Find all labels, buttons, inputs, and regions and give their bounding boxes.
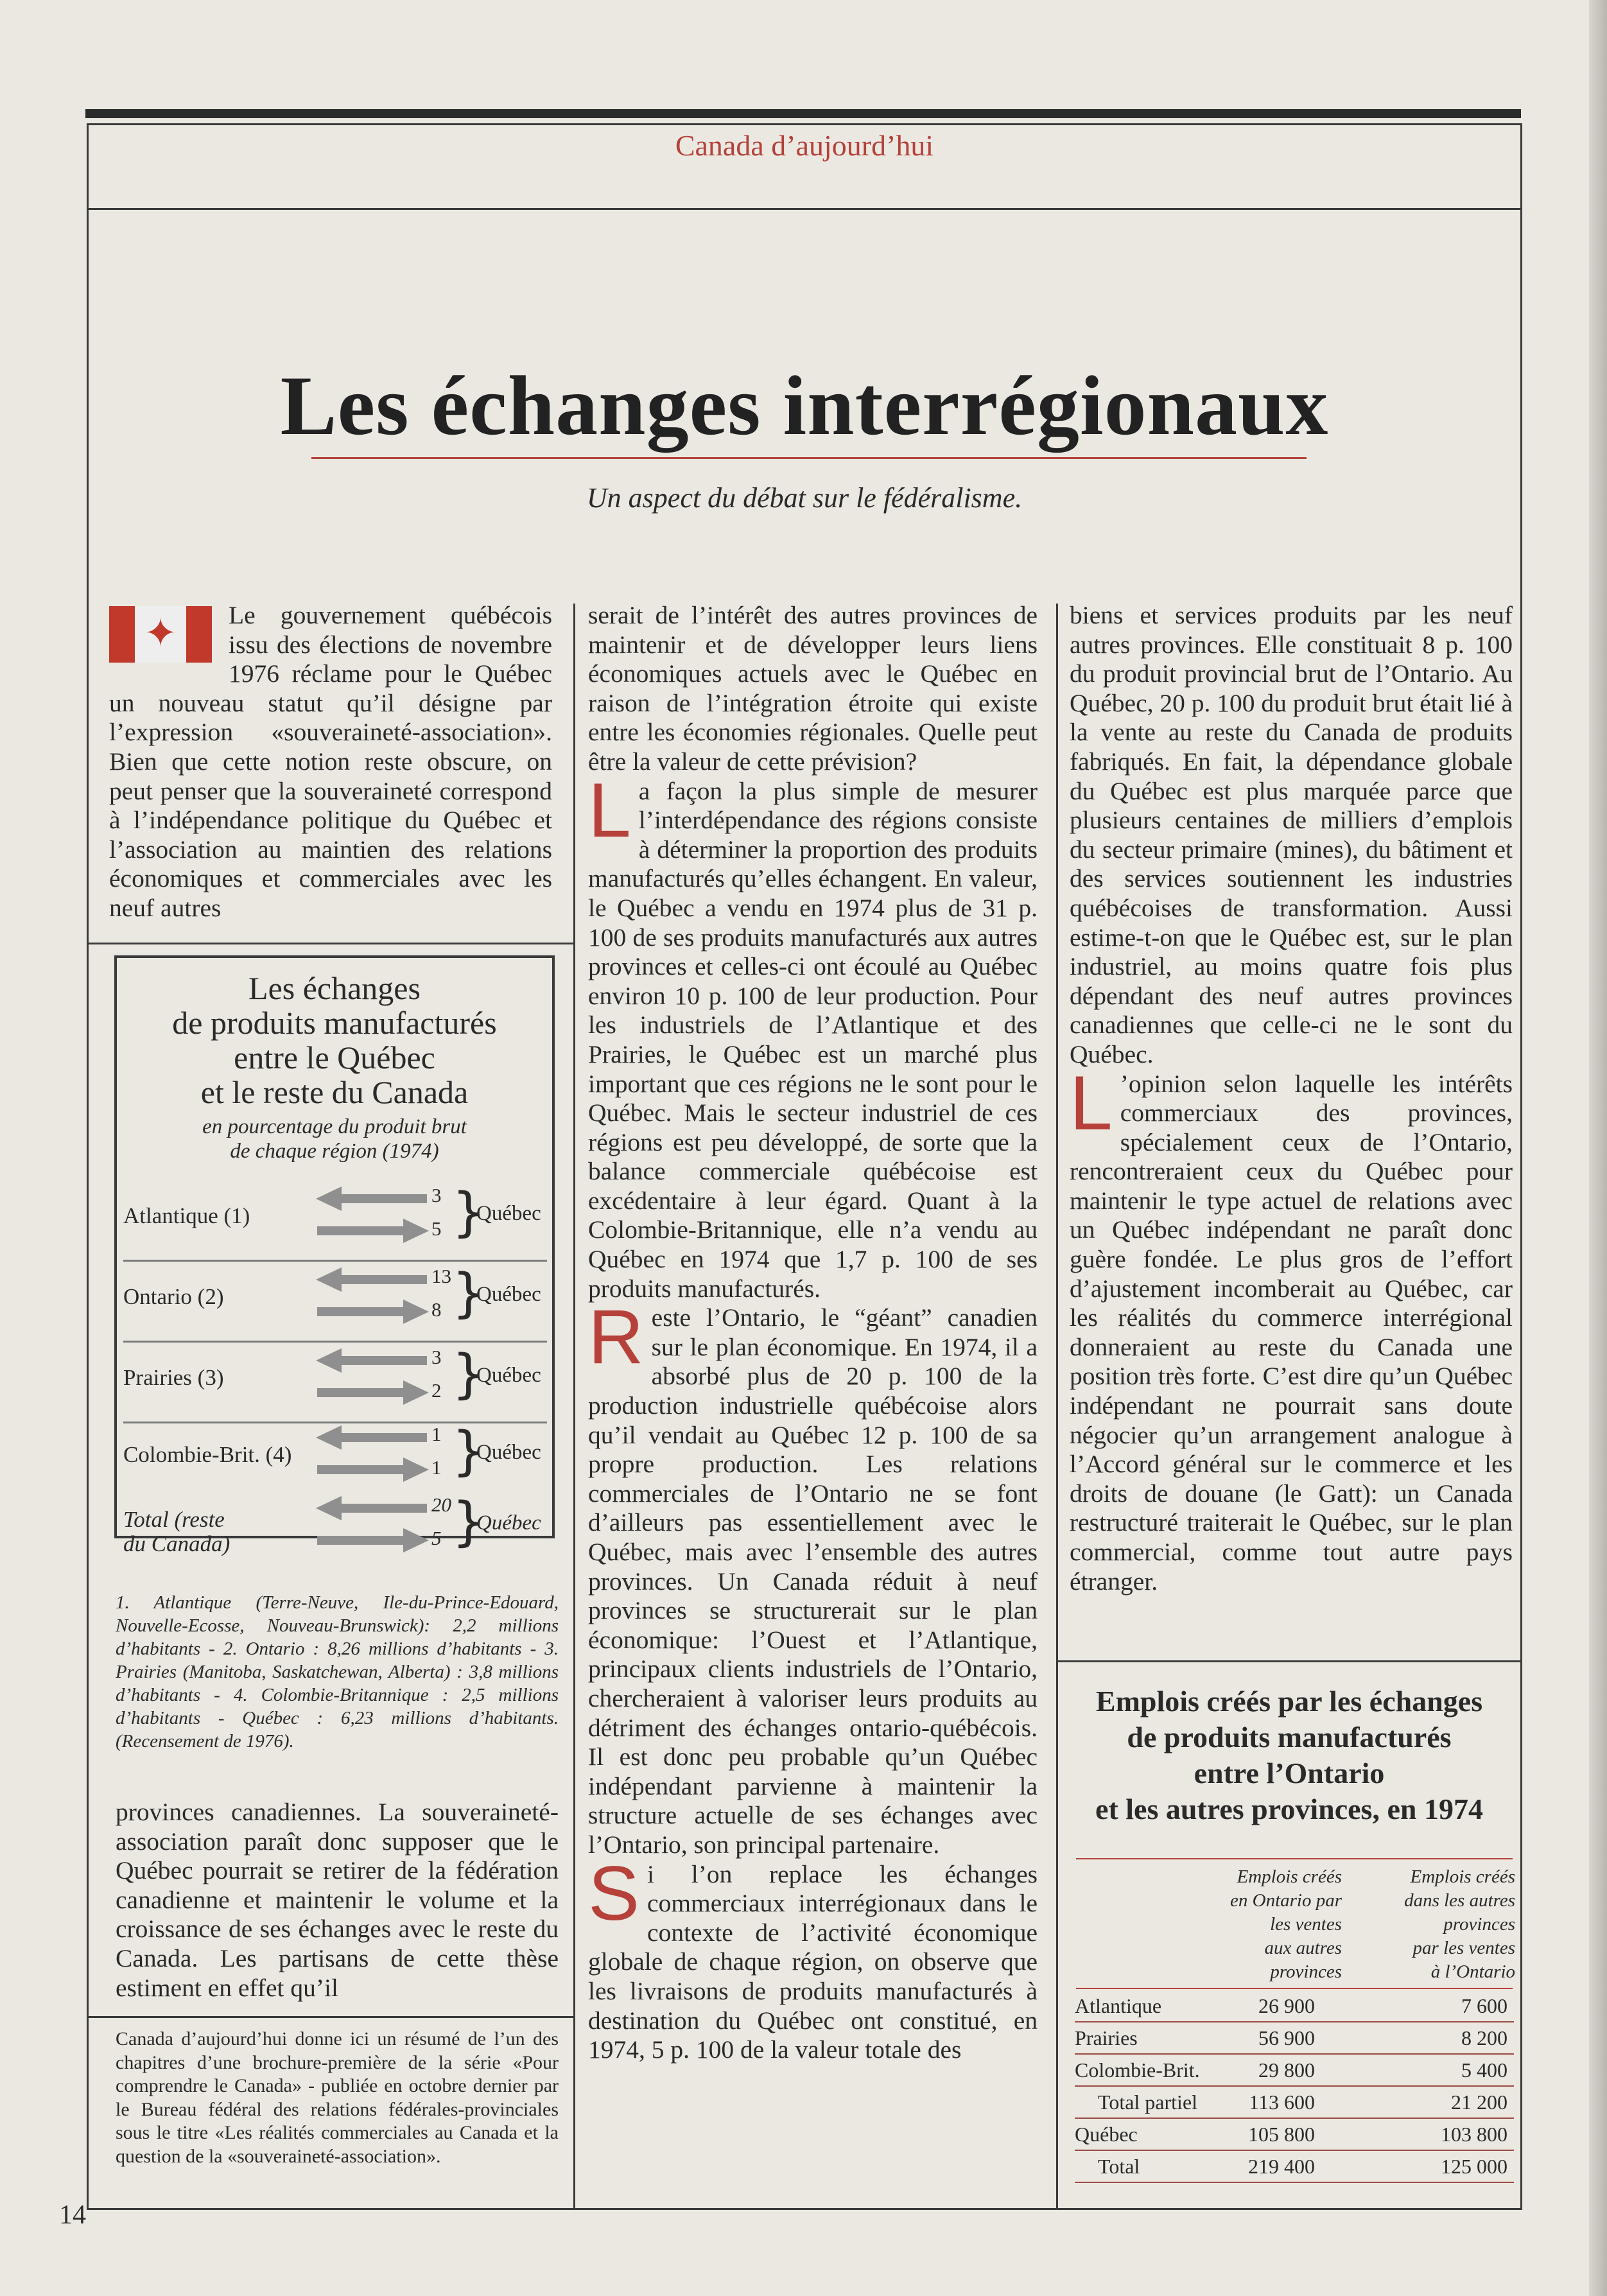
title-underline xyxy=(311,457,1307,459)
diagram-row-atlantique xyxy=(123,1184,547,1255)
arrow-right-icon xyxy=(403,1219,429,1243)
arrow-left-icon xyxy=(316,1267,342,1292)
value-out: 3 xyxy=(431,1184,442,1206)
brace-icon: } xyxy=(452,1421,486,1482)
row-label: Ontario (2) xyxy=(123,1284,224,1309)
brace-icon: } xyxy=(452,1263,486,1324)
value-in: 5 xyxy=(431,1217,442,1240)
col2-paragraph-0: serait de l’intérêt des autres provinces de maintenir et de développer leurs liens économiques actuels avec le Québec en raison de l’intégration étroite qui existe entre les économies régionales. Quelle peut être la valeur de cette prévision? xyxy=(588,601,1038,776)
page-edge xyxy=(1589,0,1607,2296)
table-row: Total partiel 113 600 21 200 xyxy=(1075,2087,1514,2119)
col1-rule-top xyxy=(87,943,575,944)
jobs-table-title: Emplois créés par les échanges de produits manufacturés entre l’Ontario et les autres provinces, en 1974 xyxy=(1095,1685,1483,1825)
table-row: Atlantique 26 900 7 600 xyxy=(1075,1990,1514,2022)
drop-cap: L xyxy=(588,767,631,853)
value-in: 1 xyxy=(431,1456,442,1479)
arrow-right-icon xyxy=(403,1528,429,1552)
brace-icon: } xyxy=(452,1182,486,1243)
canada-flag-icon: ✦ xyxy=(109,606,212,663)
jobs-table-rule xyxy=(1076,1858,1513,1859)
brace-icon: } xyxy=(452,1344,486,1405)
column-2 xyxy=(588,601,1038,2065)
arrow-left-icon xyxy=(316,1348,342,1373)
brace-icon: } xyxy=(452,1492,486,1552)
drop-cap: S xyxy=(588,1850,640,1936)
header-rule xyxy=(87,208,1522,210)
table-row: Colombie-Brit. 29 800 5 400 xyxy=(1075,2055,1514,2087)
diagram-footnotes: 1. Atlantique (Terre-Neuve, Ile-du-Prince-Edouard, Nouvelle-Ecosse, Nouveau-Brunswick): 2,2 millions d’habitants - 2. Ontario : 8,26 millions d’habitants - 3. Prairies (Manitoba, Saskatchewan, Alberta) : 3,8 millions d’habitants - 4. Colombie-Britannique : 2,5 millions d’habitants - Québec : 6,23 millions d’habitants. (Recensement de 1976). xyxy=(116,1592,559,1752)
col2-paragraph-1: La façon la plus simple de mesurer l’interdépendance des régions consiste à déterminer la proportion des produits manufacturés qu’elles échangent. En valeur, le Québec a vendu en 1974 plus de 31 p. 100 de ses produits manufacturés aux autres provinces et celles-ci ont écoulé au Québec environ 10 p. 100 de leur production. Pour les industriels de l’Atlantique et des Prairies, le Québec est un marché plus important que ces régions ne le sont pour le Québec. Mais le secteur industriel de ces régions est peu développé, de sorte que la balance commerciale québécoise est excédentaire à leur égard. Quant à la Colombie-Britannique, elle n’a vendu au Québec en 1974 que 1,7 p. 100 de ses produits manufacturés. xyxy=(588,767,1038,1303)
col3-paragraph-1: L ’opinion selon laquelle les intérêts commerciaux des provinces, spécialement ceux de l’Ontario, rencontreraient ceux du Québec pour maintenir le type actuel de relations avec un Québec indépendant ne paraît donc guère fondée. Le plus gros de l’effort d’ajustement incomberait au Québec, car les réalités du commerce interrégional donneraient au reste du Canada une position très forte. C’est dire qu’un Québec indépendant ne pourrait sans doute négocier qu’un arrangement analogue à l’Accord général sur le commerce et les droits de douane (le Gatt): un Canada restructuré traiterait le Québec, sur le plan commercial, comme tout autre pays étranger. xyxy=(1070,1059,1513,1596)
page-number: 14 xyxy=(59,2200,86,2230)
col2-paragraph-2: Reste l’Ontario, le “géant” canadien sur le plan économique. En 1974, il a absorbé plus de 20 p. 100 de la production industrielle québécoise alors qu’il vendait au Québec 12 p. 100 de sa propre production. Les relations commerciales de l’Ontario ne se font d’ailleurs pas essentiellement avec le Québec, mais avec l’ensemble des autres provinces. Un Canada réduit à neuf provinces se structurerait sur le plan économique: l’Ouest et l’Atlantique, principaux clients industriels de l’Ontario, chercheraient à valoriser leurs produits au détriment des échanges ontario-québécois. Il est donc peu probable qu’un Québec indépendant parvienne à maintenir la structure actuelle de ses échanges avec l’Ontario, son principal partenaire. xyxy=(588,1294,1038,1859)
column-1-bottom xyxy=(116,1798,559,2003)
summary-note: Canada d’aujourd’hui donne ici un résumé de l’un des chapitres d’une brochure-première de la série «Pour comprendre le Canada» - publiée en octobre dernier par le Bureau fédéral des relations fédérales-provinciales sous le titre «Les réalités commerciales au Canada et la question de la «souveraineté-association». xyxy=(116,2028,559,2167)
top-rule xyxy=(85,109,1521,118)
article-title: Les échanges interrégionaux xyxy=(280,358,1329,453)
arrow-left-icon xyxy=(316,1496,342,1520)
value-out: 20 xyxy=(431,1493,451,1516)
col1-rule-bottom xyxy=(87,2016,575,2018)
jobs-header-rule xyxy=(1076,1988,1513,1989)
row-label: Atlantique (1) xyxy=(123,1203,250,1228)
dest-label: Québec xyxy=(476,1511,541,1535)
column-divider-1 xyxy=(573,604,575,2209)
arrow-right-icon xyxy=(403,1380,429,1405)
diagram-title: Les échanges de produits manufacturés entre le Québec et le reste du Canada xyxy=(172,970,497,1110)
row-label: Colombie-Brit. (4) xyxy=(123,1442,292,1467)
trade-diagram-box xyxy=(114,955,555,1556)
article-subtitle: Un aspect du débat sur le fédéralisme. xyxy=(586,482,1023,514)
col1-paragraph-1: Le gouvernement québécois issu des élections de novembre 1976 réclame pour le Québec un nouveau statut qu’il désigne par l’expression «souveraineté-association». Bien que cette notion reste obscure, on peut penser que la souveraineté correspond à l’indépendance politique du Québec et l’association au maintien des relations économiques et commerciales avec les neuf autres xyxy=(109,601,552,922)
col1-paragraph-2: provinces canadiennes. La souveraineté-association paraît donc supposer que le Québec pourrait se retirer de la fédération canadienne et maintenir le volume et la croissance de ses échanges avec le reste du Canada. Les partisans de cette thèse estiment en effet qu’il xyxy=(116,1798,559,2002)
value-in: 5 xyxy=(431,1527,442,1549)
value-in: 2 xyxy=(431,1379,442,1402)
diagram-row-ontario xyxy=(123,1265,547,1335)
arrow-right-icon xyxy=(403,1457,429,1482)
jobs-col1-header: Emplois créés en Ontario par les ventes aux autres provinces xyxy=(1230,1866,1342,1982)
col2-paragraph-3: Si l’on replace les échanges commerciaux interrégionaux dans le contexte de l’activité économique globale de chaque région, on observe que les livraisons de produits manufacturés à destination du Québec ont constitué, en 1974, 5 p. 100 de la valeur totale des xyxy=(588,1850,1038,2064)
diagram-row-prairies xyxy=(123,1346,547,1416)
arrow-left-icon xyxy=(316,1187,342,1211)
arrow-right-icon xyxy=(403,1300,429,1324)
jobs-col2-header: Emplois créés dans les autres provinces par les ventes à l’Ontario xyxy=(1404,1866,1515,1982)
row-label: Prairies (3) xyxy=(123,1365,224,1390)
diagram-row-colombie xyxy=(123,1423,547,1493)
dest-label: Québec xyxy=(476,1283,541,1306)
value-out: 13 xyxy=(431,1265,451,1287)
dest-label: Québec xyxy=(476,1202,541,1225)
column-divider-2 xyxy=(1056,604,1058,2209)
table-row: Prairies 56 900 8 200 xyxy=(1075,2022,1514,2055)
table-row: Québec 105 800 103 800 xyxy=(1075,2119,1514,2151)
table-row: Total 219 400 125 000 xyxy=(1075,2151,1514,2183)
diagram-subtitle: en pourcentage du produit brut de chaque région (1974) xyxy=(202,1115,467,1163)
dest-label: Québec xyxy=(476,1441,541,1464)
row-label: Total (reste du Canada) xyxy=(123,1507,230,1556)
arrow-left-icon xyxy=(316,1425,342,1450)
col3-paragraph-0: biens et services produits par les neuf autres provinces. Elle constituait 8 p. 100 du produit provincial brut de l’Ontario. Au Québec, 20 p. 100 du produit brut était lié à la vente au reste du Canada de produits fabriqués. En fait, la dépendance globale du Québec est plus marquée parce que plusieurs centaines de milliers d’emplois du secteur primaire (mines), du bâtiment et des services soutiennent les industries québécoises de transformation. Aussi estime-t-on que le Québec est, sur le plan industriel, au moins quatre fois plus dépendant des neuf autres provinces canadiennes que celle-ci ne le sont du Québec. xyxy=(1070,601,1513,1068)
col3-rule xyxy=(1056,1660,1522,1662)
column-3 xyxy=(1070,601,1513,1596)
drop-cap: R xyxy=(588,1294,644,1380)
diagram-row-total xyxy=(123,1492,547,1556)
value-out: 1 xyxy=(431,1423,442,1445)
column-1-top xyxy=(109,601,552,923)
dest-label: Québec xyxy=(476,1364,541,1387)
value-out: 3 xyxy=(431,1346,442,1368)
drop-cap: L xyxy=(1070,1059,1113,1146)
value-in: 8 xyxy=(431,1298,442,1321)
section-header: Canada d’aujourd’hui xyxy=(675,129,934,162)
